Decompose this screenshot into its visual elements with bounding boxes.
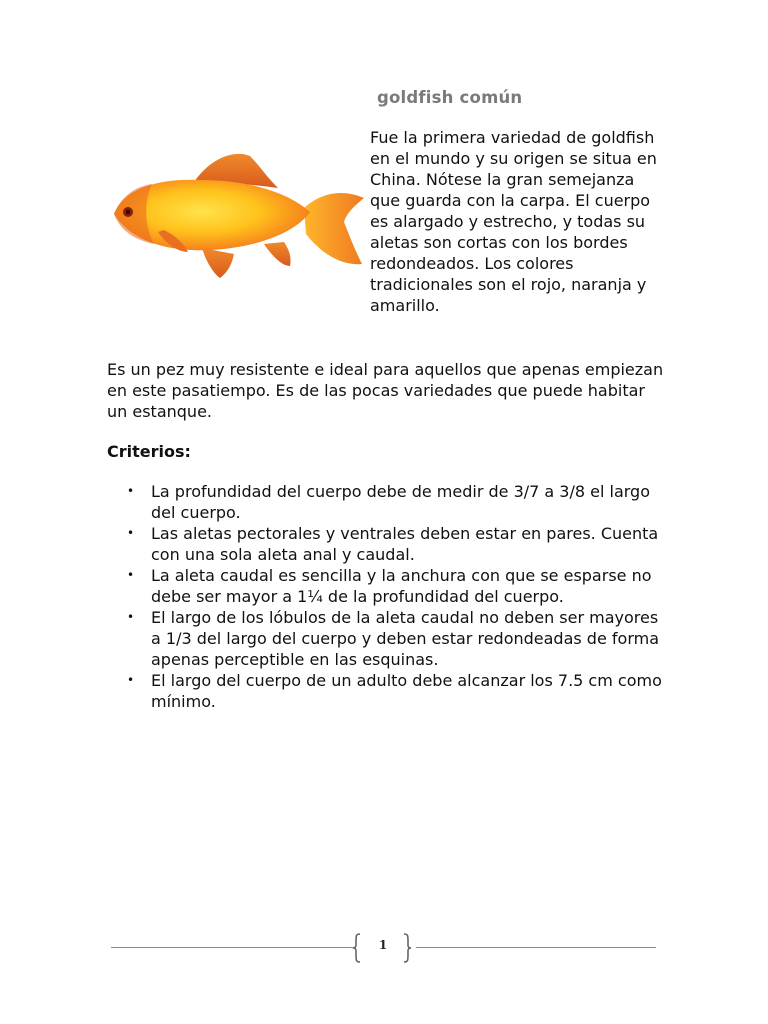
second-paragraph: Es un pez muy resistente e ideal para aquellos que apenas empiezan en este pasatiempo. Es de las pocas variedades que puede habitar un estanque.	[107, 360, 664, 421]
criteria-text: La aleta caudal es sencilla y la anchura con que se esparse no debe ser mayor a 1¼ de la profundidad del cuerpo.	[151, 566, 652, 606]
criteria-text: Las aletas pectorales y ventrales deben estar en pares. Cuenta con una sola aleta anal y caudal.	[151, 524, 659, 564]
criteria-list	[107, 481, 667, 712]
footer-rule-right	[416, 947, 656, 948]
intro-paragraph: Fue la primera variedad de goldfish en el mundo y su origen se situa en China. Nótese la gran semejanza que guarda con la carpa. El cuerpo es alargado y estrecho, y todas su aletas son cortas con los bordes redondeados. Los colores tradicionales son el rojo, naranja y amarillo.	[370, 128, 657, 315]
criteria-text: La profundidad del cuerpo debe de medir de 3/7 a 3/8 el largo del cuerpo.	[151, 482, 650, 522]
bullet-icon: •	[127, 526, 135, 540]
bullet-icon: •	[127, 673, 135, 687]
bullet-icon: •	[127, 568, 135, 582]
list-item	[107, 670, 667, 712]
list-item	[107, 481, 667, 523]
document-title: goldfish común	[377, 88, 523, 107]
criteria-heading: Criterios:	[107, 442, 191, 461]
right-brace-icon	[402, 933, 412, 963]
criteria-text: El largo del cuerpo de un adulto debe alcanzar los 7.5 cm como mínimo.	[151, 671, 662, 711]
criteria-text: El largo de los lóbulos de la aleta caudal no deben ser mayores a 1/3 del largo del cuerpo y deben estar redondeadas de forma apenas perceptible en las esquinas.	[151, 608, 659, 669]
bullet-icon: •	[127, 484, 135, 498]
page-number: 1	[378, 938, 388, 952]
list-item	[107, 607, 667, 670]
left-brace-icon	[352, 933, 362, 963]
list-item	[107, 565, 667, 607]
list-item	[107, 523, 667, 565]
bullet-icon: •	[127, 610, 135, 624]
footer-rule-left	[111, 947, 353, 948]
